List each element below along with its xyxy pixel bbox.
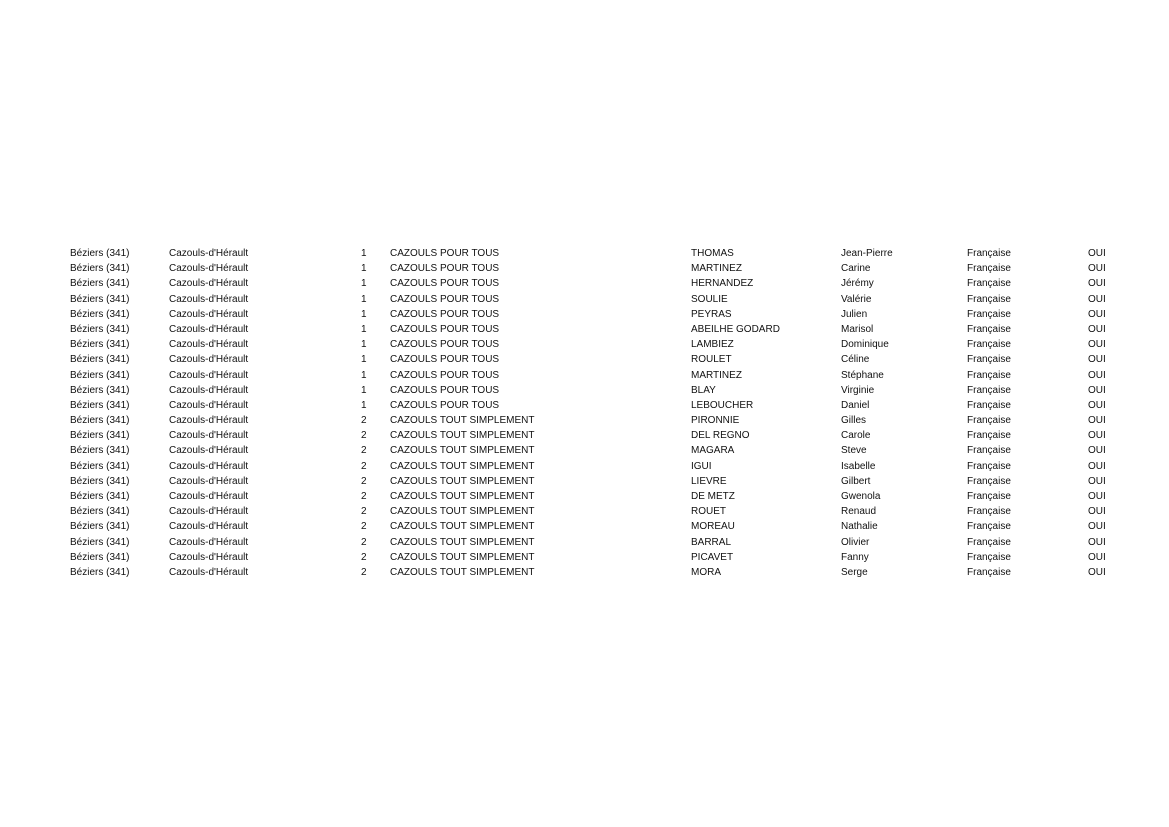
commune-cell: Cazouls-d'Hérault bbox=[169, 369, 249, 381]
status-cell: OUI bbox=[1088, 384, 1106, 396]
last-name-cell: THOMAS bbox=[691, 248, 734, 259]
circonscription-cell: Béziers (341) bbox=[70, 415, 130, 427]
status-cell: OUI bbox=[1088, 551, 1106, 563]
circonscription-cell: Béziers (341) bbox=[70, 551, 130, 563]
last-name-cell: HERNANDEZ bbox=[691, 278, 754, 290]
table-row bbox=[70, 292, 1130, 307]
last-name-cell: LEBOUCHER bbox=[691, 399, 754, 411]
commune-cell: Cazouls-d'Hérault bbox=[169, 248, 249, 259]
list-name-cell: CAZOULS TOUT SIMPLEMENT bbox=[390, 475, 535, 487]
list-name-cell: CAZOULS TOUT SIMPLEMENT bbox=[390, 445, 535, 457]
last-name-cell: MAGARA bbox=[691, 445, 735, 457]
status-cell: OUI bbox=[1088, 491, 1106, 502]
commune-cell: Cazouls-d'Hérault bbox=[169, 566, 249, 578]
table-row bbox=[70, 261, 1130, 276]
last-name-cell: LIEVRE bbox=[691, 475, 727, 487]
last-name-cell: MOREAU bbox=[691, 521, 735, 533]
list-number-cell: 2 bbox=[361, 521, 367, 533]
first-name-cell: Carine bbox=[841, 263, 871, 275]
nationality-cell: Française bbox=[967, 308, 1011, 320]
last-name-cell: LAMBIEZ bbox=[691, 339, 734, 351]
list-name-cell: CAZOULS POUR TOUS bbox=[390, 263, 500, 275]
nationality-cell: Française bbox=[967, 278, 1011, 290]
first-name-cell: Serge bbox=[841, 566, 868, 578]
status-cell: OUI bbox=[1088, 354, 1106, 366]
first-name-cell: Renaud bbox=[841, 506, 877, 518]
table-row bbox=[70, 428, 1130, 443]
table-row bbox=[70, 383, 1130, 398]
list-name-cell: CAZOULS TOUT SIMPLEMENT bbox=[390, 430, 535, 442]
list-number-cell: 2 bbox=[361, 491, 367, 502]
list-number-cell: 2 bbox=[361, 536, 367, 548]
circonscription-cell: Béziers (341) bbox=[70, 491, 130, 502]
list-number-cell: 2 bbox=[361, 460, 367, 472]
circonscription-cell: Béziers (341) bbox=[70, 384, 130, 396]
first-name-cell: Stéphane bbox=[841, 369, 884, 381]
commune-cell: Cazouls-d'Hérault bbox=[169, 399, 249, 411]
list-name-cell: CAZOULS POUR TOUS bbox=[390, 323, 500, 335]
nationality-cell: Française bbox=[967, 491, 1011, 502]
table-row bbox=[70, 535, 1130, 550]
status-cell: OUI bbox=[1088, 369, 1106, 381]
status-cell: OUI bbox=[1088, 521, 1106, 533]
last-name-cell: DE METZ bbox=[691, 491, 735, 502]
nationality-cell: Française bbox=[967, 460, 1011, 472]
list-name-cell: CAZOULS TOUT SIMPLEMENT bbox=[390, 566, 535, 578]
status-cell: OUI bbox=[1088, 430, 1106, 442]
last-name-cell: MARTINEZ bbox=[691, 369, 742, 381]
status-cell: OUI bbox=[1088, 460, 1106, 472]
commune-cell: Cazouls-d'Hérault bbox=[169, 536, 249, 548]
nationality-cell: Française bbox=[967, 293, 1011, 305]
circonscription-cell: Béziers (341) bbox=[70, 323, 130, 335]
table-row bbox=[70, 246, 1130, 261]
table-row bbox=[70, 322, 1130, 337]
status-cell: OUI bbox=[1088, 399, 1106, 411]
list-name-cell: CAZOULS POUR TOUS bbox=[390, 293, 500, 305]
circonscription-cell: Béziers (341) bbox=[70, 475, 130, 487]
list-name-cell: CAZOULS TOUT SIMPLEMENT bbox=[390, 551, 535, 563]
table-row bbox=[70, 504, 1130, 519]
nationality-cell: Française bbox=[967, 399, 1011, 411]
circonscription-cell: Béziers (341) bbox=[70, 263, 130, 275]
last-name-cell: ABEILHE GODARD bbox=[691, 323, 780, 335]
last-name-cell: MARTINEZ bbox=[691, 263, 742, 275]
list-name-cell: CAZOULS POUR TOUS bbox=[390, 369, 500, 381]
list-name-cell: CAZOULS TOUT SIMPLEMENT bbox=[390, 491, 535, 502]
status-cell: OUI bbox=[1088, 339, 1106, 351]
nationality-cell: Française bbox=[967, 506, 1011, 518]
first-name-cell: Gilbert bbox=[841, 475, 871, 487]
commune-cell: Cazouls-d'Hérault bbox=[169, 460, 249, 472]
list-number-cell: 2 bbox=[361, 566, 367, 578]
last-name-cell: PIRONNIE bbox=[691, 415, 740, 427]
commune-cell: Cazouls-d'Hérault bbox=[169, 521, 249, 533]
list-number-cell: 2 bbox=[361, 415, 367, 427]
nationality-cell: Française bbox=[967, 475, 1011, 487]
commune-cell: Cazouls-d'Hérault bbox=[169, 308, 249, 320]
list-number-cell: 1 bbox=[361, 384, 367, 396]
table-row bbox=[70, 519, 1130, 534]
last-name-cell: ROULET bbox=[691, 354, 732, 366]
commune-cell: Cazouls-d'Hérault bbox=[169, 263, 249, 275]
commune-cell: Cazouls-d'Hérault bbox=[169, 445, 249, 457]
circonscription-cell: Béziers (341) bbox=[70, 369, 130, 381]
status-cell: OUI bbox=[1088, 263, 1106, 275]
first-name-cell: Isabelle bbox=[841, 460, 876, 472]
status-cell: OUI bbox=[1088, 323, 1106, 335]
status-cell: OUI bbox=[1088, 308, 1106, 320]
list-name-cell: CAZOULS TOUT SIMPLEMENT bbox=[390, 536, 535, 548]
circonscription-cell: Béziers (341) bbox=[70, 248, 130, 259]
commune-cell: Cazouls-d'Hérault bbox=[169, 384, 249, 396]
first-name-cell: Virginie bbox=[841, 384, 875, 396]
circonscription-cell: Béziers (341) bbox=[70, 399, 130, 411]
status-cell: OUI bbox=[1088, 445, 1106, 457]
nationality-cell: Française bbox=[967, 521, 1011, 533]
list-number-cell: 1 bbox=[361, 369, 367, 381]
list-number-cell: 2 bbox=[361, 430, 367, 442]
first-name-cell: Nathalie bbox=[841, 521, 878, 533]
commune-cell: Cazouls-d'Hérault bbox=[169, 323, 249, 335]
table-row bbox=[70, 565, 1130, 580]
list-name-cell: CAZOULS POUR TOUS bbox=[390, 278, 500, 290]
list-name-cell: CAZOULS POUR TOUS bbox=[390, 339, 500, 351]
circonscription-cell: Béziers (341) bbox=[70, 308, 130, 320]
list-name-cell: CAZOULS TOUT SIMPLEMENT bbox=[390, 506, 535, 518]
status-cell: OUI bbox=[1088, 566, 1106, 578]
table-row bbox=[70, 550, 1130, 565]
commune-cell: Cazouls-d'Hérault bbox=[169, 475, 249, 487]
list-name-cell: CAZOULS TOUT SIMPLEMENT bbox=[390, 521, 535, 533]
last-name-cell: ROUET bbox=[691, 506, 726, 518]
list-name-cell: CAZOULS POUR TOUS bbox=[390, 399, 500, 411]
last-name-cell: DEL REGNO bbox=[691, 430, 750, 442]
status-cell: OUI bbox=[1088, 293, 1106, 305]
table-row bbox=[70, 398, 1130, 413]
circonscription-cell: Béziers (341) bbox=[70, 521, 130, 533]
first-name-cell: Marisol bbox=[841, 323, 874, 335]
first-name-cell: Valérie bbox=[841, 293, 872, 305]
list-name-cell: CAZOULS POUR TOUS bbox=[390, 248, 500, 259]
status-cell: OUI bbox=[1088, 278, 1106, 290]
list-name-cell: CAZOULS POUR TOUS bbox=[390, 354, 500, 366]
nationality-cell: Française bbox=[967, 536, 1011, 548]
list-number-cell: 1 bbox=[361, 339, 367, 351]
last-name-cell: BARRAL bbox=[691, 536, 732, 548]
nationality-cell: Française bbox=[967, 430, 1011, 442]
last-name-cell: BLAY bbox=[691, 384, 716, 396]
table-row bbox=[70, 413, 1130, 428]
list-number-cell: 1 bbox=[361, 399, 367, 411]
list-name-cell: CAZOULS TOUT SIMPLEMENT bbox=[390, 415, 535, 427]
last-name-cell: IGUI bbox=[691, 460, 712, 472]
circonscription-cell: Béziers (341) bbox=[70, 278, 130, 290]
list-number-cell: 1 bbox=[361, 293, 367, 305]
nationality-cell: Française bbox=[967, 354, 1011, 366]
table-row bbox=[70, 443, 1130, 458]
circonscription-cell: Béziers (341) bbox=[70, 460, 130, 472]
table-row bbox=[70, 459, 1130, 474]
commune-cell: Cazouls-d'Hérault bbox=[169, 278, 249, 290]
commune-cell: Cazouls-d'Hérault bbox=[169, 491, 249, 502]
first-name-cell: Jérémy bbox=[841, 278, 874, 290]
nationality-cell: Française bbox=[967, 445, 1011, 457]
status-cell: OUI bbox=[1088, 415, 1106, 427]
list-number-cell: 1 bbox=[361, 354, 367, 366]
commune-cell: Cazouls-d'Hérault bbox=[169, 551, 249, 563]
circonscription-cell: Béziers (341) bbox=[70, 339, 130, 351]
last-name-cell: SOULIE bbox=[691, 293, 728, 305]
table-row bbox=[70, 276, 1130, 291]
list-number-cell: 1 bbox=[361, 323, 367, 335]
status-cell: OUI bbox=[1088, 248, 1106, 259]
first-name-cell: Gwenola bbox=[841, 491, 881, 502]
commune-cell: Cazouls-d'Hérault bbox=[169, 506, 249, 518]
nationality-cell: Française bbox=[967, 384, 1011, 396]
circonscription-cell: Béziers (341) bbox=[70, 536, 130, 548]
list-number-cell: 1 bbox=[361, 263, 367, 275]
nationality-cell: Française bbox=[967, 566, 1011, 578]
list-number-cell: 2 bbox=[361, 445, 367, 457]
first-name-cell: Céline bbox=[841, 354, 870, 366]
table-row bbox=[70, 307, 1130, 322]
list-name-cell: CAZOULS TOUT SIMPLEMENT bbox=[390, 460, 535, 472]
status-cell: OUI bbox=[1088, 475, 1106, 487]
candidate-table bbox=[70, 246, 1130, 580]
list-number-cell: 2 bbox=[361, 506, 367, 518]
nationality-cell: Française bbox=[967, 369, 1011, 381]
first-name-cell: Jean-Pierre bbox=[841, 248, 893, 259]
nationality-cell: Française bbox=[967, 551, 1011, 563]
commune-cell: Cazouls-d'Hérault bbox=[169, 339, 249, 351]
first-name-cell: Olivier bbox=[841, 536, 870, 548]
first-name-cell: Daniel bbox=[841, 399, 870, 411]
table-row bbox=[70, 489, 1130, 504]
commune-cell: Cazouls-d'Hérault bbox=[169, 293, 249, 305]
table-row bbox=[70, 474, 1130, 489]
list-number-cell: 1 bbox=[361, 308, 367, 320]
circonscription-cell: Béziers (341) bbox=[70, 354, 130, 366]
list-number-cell: 1 bbox=[361, 278, 367, 290]
first-name-cell: Gilles bbox=[841, 415, 867, 427]
list-number-cell: 1 bbox=[361, 248, 367, 259]
circonscription-cell: Béziers (341) bbox=[70, 293, 130, 305]
nationality-cell: Française bbox=[967, 263, 1011, 275]
nationality-cell: Française bbox=[967, 323, 1011, 335]
table-row bbox=[70, 352, 1130, 367]
last-name-cell: PICAVET bbox=[691, 551, 734, 563]
status-cell: OUI bbox=[1088, 536, 1106, 548]
first-name-cell: Carole bbox=[841, 430, 871, 442]
table-row bbox=[70, 368, 1130, 383]
list-name-cell: CAZOULS POUR TOUS bbox=[390, 308, 500, 320]
first-name-cell: Dominique bbox=[841, 339, 889, 351]
list-name-cell: CAZOULS POUR TOUS bbox=[390, 384, 500, 396]
list-number-cell: 2 bbox=[361, 475, 367, 487]
first-name-cell: Steve bbox=[841, 445, 867, 457]
status-cell: OUI bbox=[1088, 506, 1106, 518]
table-row bbox=[70, 337, 1130, 352]
last-name-cell: MORA bbox=[691, 566, 721, 578]
last-name-cell: PEYRAS bbox=[691, 308, 732, 320]
list-number-cell: 2 bbox=[361, 551, 367, 563]
circonscription-cell: Béziers (341) bbox=[70, 506, 130, 518]
nationality-cell: Française bbox=[967, 339, 1011, 351]
circonscription-cell: Béziers (341) bbox=[70, 566, 130, 578]
first-name-cell: Julien bbox=[841, 308, 868, 320]
commune-cell: Cazouls-d'Hérault bbox=[169, 430, 249, 442]
circonscription-cell: Béziers (341) bbox=[70, 445, 130, 457]
circonscription-cell: Béziers (341) bbox=[70, 430, 130, 442]
commune-cell: Cazouls-d'Hérault bbox=[169, 415, 249, 427]
nationality-cell: Française bbox=[967, 415, 1011, 427]
nationality-cell: Française bbox=[967, 248, 1011, 259]
first-name-cell: Fanny bbox=[841, 551, 869, 563]
commune-cell: Cazouls-d'Hérault bbox=[169, 354, 249, 366]
